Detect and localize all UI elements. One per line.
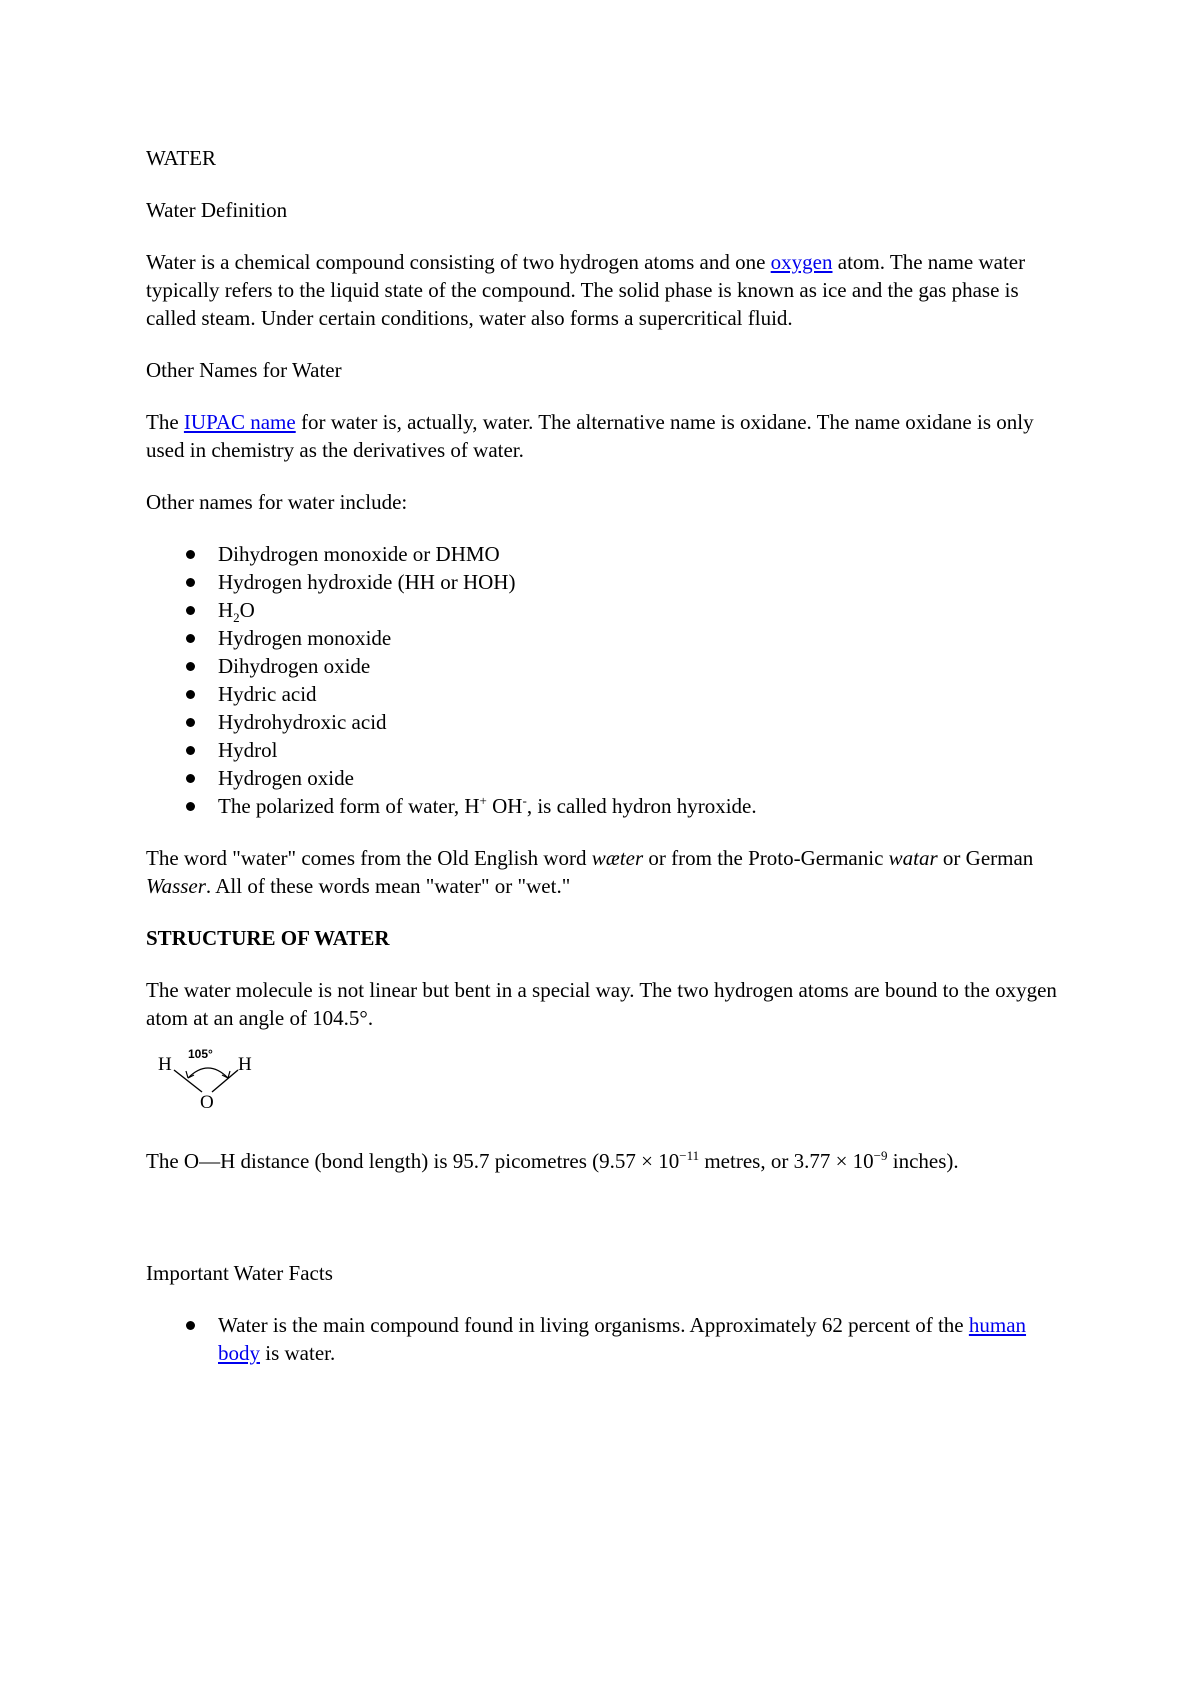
bullet-icon xyxy=(186,690,195,699)
human-body-link[interactable]: human body xyxy=(218,1313,1027,1365)
list-item: Hydrogen monoxide xyxy=(146,624,1066,652)
bond-angle-label: 105° xyxy=(188,1047,213,1061)
heading-other-names: Other Names for Water xyxy=(146,358,342,382)
list-item: Hydrol xyxy=(146,736,1066,764)
oxygen-link[interactable]: oxygen xyxy=(770,250,833,274)
list-item: Dihydrogen oxide xyxy=(146,652,1066,680)
list-item: The polarized form of water, H+ OH-, is called hydron hyroxide. xyxy=(146,792,1066,820)
bullet-icon xyxy=(186,774,195,783)
definition-text-1: Water is a chemical compound consisting of two hydrogen atoms and one xyxy=(146,250,771,274)
list-item: Dihydrogen monoxide or DHMO xyxy=(146,540,1066,568)
heading-structure: STRUCTURE OF WATER xyxy=(146,926,390,950)
other-names-list xyxy=(146,540,1066,820)
bullet-icon xyxy=(186,718,195,727)
list-item: Water is the main compound found in living organisms. Approximately 62 percent of the human body is water. xyxy=(146,1311,1066,1367)
bullet-icon xyxy=(186,634,195,643)
list-item: Hydrogen oxide xyxy=(146,764,1066,792)
bond-right xyxy=(212,1070,238,1092)
bullet-icon xyxy=(186,802,195,811)
water-molecule-diagram xyxy=(156,1040,276,1120)
bullet-icon xyxy=(186,662,195,671)
italic-wasser: Wasser xyxy=(146,874,206,898)
iupac-text-1: The xyxy=(146,410,184,434)
heading-facts: Important Water Facts xyxy=(146,1261,333,1285)
definition-paragraph xyxy=(146,248,1066,332)
list-item: Hydrohydroxic acid xyxy=(146,708,1066,736)
document-page xyxy=(146,144,1066,1367)
atom-h-right: H xyxy=(238,1054,252,1075)
italic-watar: watar xyxy=(888,846,938,870)
bullet-icon xyxy=(186,550,195,559)
etymology-paragraph: The word "water" comes from the Old English word wæter or from the Proto-Germanic watar or German Wasser. All of these words mean "water" or "wet." xyxy=(146,846,1034,898)
italic-waeter: wæter xyxy=(591,846,644,870)
atom-o: O xyxy=(200,1092,214,1113)
bullet-icon xyxy=(186,746,195,755)
bullet-icon xyxy=(186,578,195,587)
atom-h-left: H xyxy=(158,1054,172,1075)
bond-left xyxy=(174,1070,202,1092)
bullet-icon xyxy=(186,606,195,615)
structure-paragraph: The water molecule is not linear but bent in a special way. The two hydrogen atoms are bound to the oxygen atom at an angle of 104.5°. xyxy=(146,978,1057,1030)
document-title: WATER xyxy=(146,146,216,170)
bond-length-paragraph: The O—H distance (bond length) is 95.7 picometres ($9.57 \times 10^{-11}$ metres, or $3.77 \times 10^{-9}$ inches). xyxy=(146,1148,959,1173)
bullet-icon xyxy=(186,1321,195,1330)
facts-list xyxy=(146,1311,1066,1367)
heading-definition: Water Definition xyxy=(146,198,288,222)
iupac-name-link[interactable]: IUPAC name xyxy=(183,410,296,434)
angle-arc xyxy=(188,1068,228,1078)
definition-text-2: atom. The name water typically refers to the liquid state of the compound. The solid phase is known as ice and the gas phase is called steam. Under certain conditions, water also forms a supercritical fluid. xyxy=(146,250,1026,330)
iupac-paragraph xyxy=(146,408,1066,464)
list-item: Hydrogen hydroxide (HH or HOH) xyxy=(146,568,1066,596)
list-item: Hydric acid xyxy=(146,680,1066,708)
iupac-text-2: for water is, actually, water. The alternative name is oxidane. The name oxidane is only used in chemistry as the derivatives of water. xyxy=(146,410,1034,462)
other-names-intro: Other names for water include: xyxy=(146,490,408,514)
list-item: $H_2O$ xyxy=(146,596,1066,624)
